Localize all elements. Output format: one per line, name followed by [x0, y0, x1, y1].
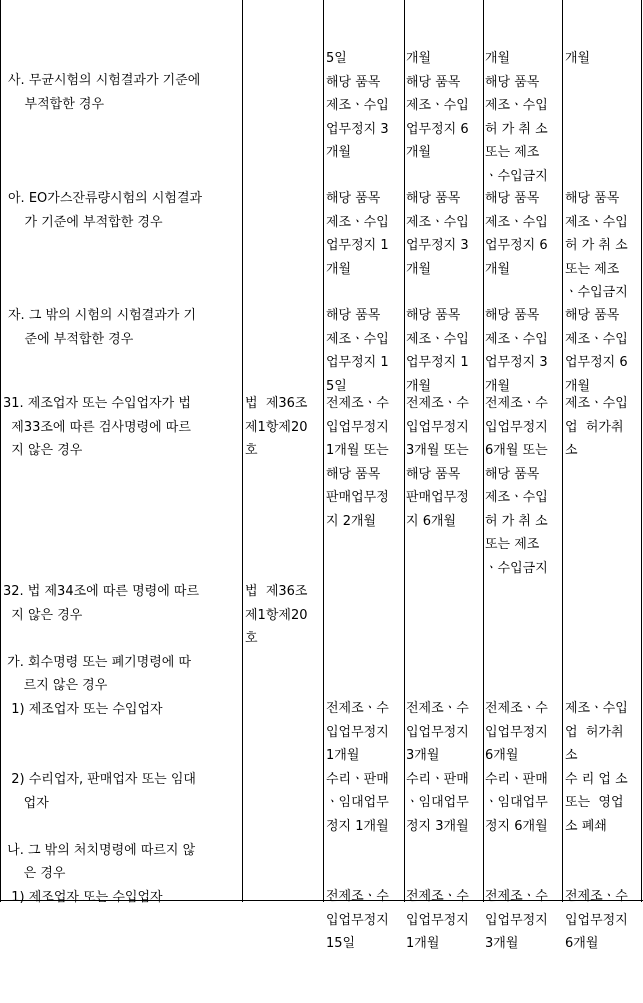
- row-31-penalty1: 전제조ㆍ수 입업무정지 1개월 또는 해당 품목 판매업무정 지 2개월: [326, 396, 389, 529]
- row-32-penalty1: 전제조ㆍ수 입업무정지 1개월 수리ㆍ판매 ㆍ임대업무 정지 1개월 전제조ㆍ수 입업무정지 15일: [326, 701, 389, 951]
- column-divider-law: [242, 0, 243, 902]
- column-divider-penalty1: [323, 0, 324, 902]
- row-sa-item: 사. 무균시험의 시험결과가 기준에 부적합한 경우: [8, 73, 201, 112]
- row-a-penalty1: 해당 품목 제조ㆍ수입 업무정지 1 개월: [326, 191, 389, 277]
- row-ja-penalty1: 해당 품목 제조ㆍ수입 업무정지 1 5일: [326, 308, 389, 394]
- column-divider-penalty3: [483, 0, 484, 902]
- row-31-item: 31. 제조업자 또는 수입업자가 법 제33조에 따른 검사명령에 따르 지 않은 경우: [3, 396, 191, 458]
- row-32-penalty4: 제조ㆍ수입 업 허가취 소 수 리 업 소 또는 영업 소 폐쇄 전제조ㆍ수 입업무정지 6개월: [565, 701, 628, 951]
- row-32-law: 법 제36조 제1항제20 호: [245, 584, 308, 646]
- column-divider-penalty4: [562, 0, 563, 902]
- row-ja-penalty4: 해당 품목 제조ㆍ수입 업무정지 6 개월: [565, 308, 628, 394]
- row-31-penalty3: 전제조ㆍ수 입업무정지 6개월 또는 해당 품목 제조ㆍ수입 허 가 취 소 또는 제조 ㆍ수입금지: [485, 396, 548, 576]
- row-sa-penalty3: 개월 해당 품목 제조ㆍ수입 허 가 취 소 또는 제조 ㆍ수입금지: [485, 51, 548, 184]
- table-border-right: [641, 0, 642, 902]
- table-border-left: [0, 0, 1, 902]
- row-32-item: 32. 법 제34조에 따른 명령에 따르 지 않은 경우 가. 회수명령 또는 폐기명령에 따 르지 않은 경우 1) 제조업자 또는 수입업자 2) 수리업자, 판매업자 또는 임대 업자 나. 그 밖의 처치명령에 따르지 않 은 경우 1) 제조업자 또는 수입업자: [3, 584, 200, 905]
- row-ja-penalty2: 해당 품목 제조ㆍ수입 업무정지 1 개월: [406, 308, 469, 394]
- row-31-law: 법 제36조 제1항제20 호: [245, 396, 308, 458]
- row-sa-penalty1: 5일 해당 품목 제조ㆍ수입 업무정지 3 개월: [326, 51, 389, 160]
- row-32-penalty2: 전제조ㆍ수 입업무정지 3개월 수리ㆍ판매 ㆍ임대업무 정지 3개월 전제조ㆍ수 입업무정지 1개월: [406, 701, 469, 951]
- row-sa-penalty4: 개월: [565, 51, 591, 66]
- row-32-penalty3: 전제조ㆍ수 입업무정지 6개월 수리ㆍ판매 ㆍ임대업무 정지 6개월 전제조ㆍ수 입업무정지 3개월: [485, 701, 548, 951]
- row-ja-item: 자. 그 밖의 시험의 시험결과가 기 준에 부적합한 경우: [8, 308, 197, 347]
- row-ja-penalty3: 해당 품목 제조ㆍ수입 업무정지 3 개월: [485, 308, 548, 394]
- row-a-item: 아. EO가스잔류량시험의 시험결과 가 기준에 부적합한 경우: [8, 191, 203, 230]
- row-a-penalty2: 해당 품목 제조ㆍ수입 업무정지 3 개월: [406, 191, 469, 277]
- row-a-penalty3: 해당 품목 제조ㆍ수입 업무정지 6 개월: [485, 191, 548, 277]
- row-sa-penalty2: 개월 해당 품목 제조ㆍ수입 업무정지 6 개월: [406, 51, 469, 160]
- row-a-penalty4: 해당 품목 제조ㆍ수입 허 가 취 소 또는 제조 ㆍ수입금지: [565, 191, 628, 300]
- column-divider-penalty2: [404, 0, 405, 902]
- row-31-penalty2: 전제조ㆍ수 입업무정지 3개월 또는 해당 품목 판매업무정 지 6개월: [406, 396, 469, 529]
- row-31-penalty4: 제조ㆍ수입 업 허가취 소: [565, 396, 628, 458]
